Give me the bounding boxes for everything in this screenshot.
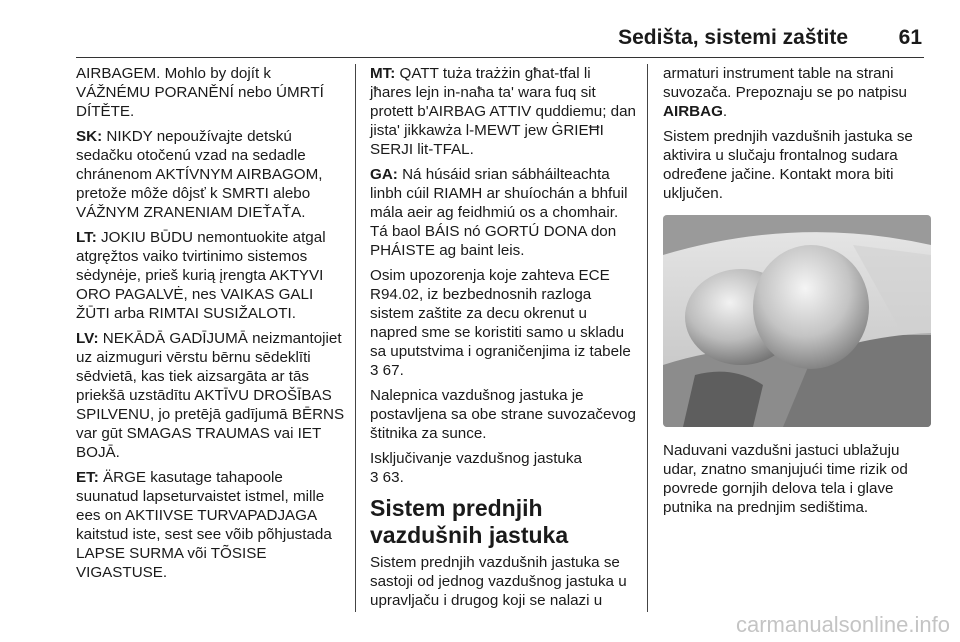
label-paragraph: Nalepnica vazdušnog jastuka je postavljena sa obe strane suvozačevog štitnika za sunce. [370, 387, 636, 442]
page-ref-arrow-icon: 3 [370, 469, 379, 486]
column-divider-2 [647, 64, 648, 612]
warning-ga: GA: Ná húsáid srian sábháilteachta linbh cúil RIAMH ar shuíochán a bhfuil mála aeir ag feidhmiú os a chomhair. Tá baol BÁIS nó GORTÚ DONA don PHÁISTE ag baint leis. [370, 166, 628, 259]
section-title: Sedišta, sistemi zaštite [618, 26, 848, 49]
activation-paragraph: Sistem prednjih vazdušnih jastuka se aktivira u slučaju frontalnog sudara određene jačine. Kontakt mora biti uključen. [663, 128, 913, 202]
page-ref-63[interactable]: 63. [378, 469, 404, 486]
system-paragraph: Sistem prednjih vazdušnih jastuka se sastoji od jednog vazdušnog jastuka u upravljaču i drugog koji se nalazi u [370, 554, 627, 609]
warning-continued: AIRBAGEM. Mohlo by dojít k VÁŽNÉMU PORANĚNÍ nebo ÚMRTÍ DÍTĚTE. [76, 65, 324, 120]
header-rule [76, 57, 924, 58]
warning-sk: SK: NIKDY nepoužívajte detskú sedačku otočenú vzad na sedadle chránenom AKTÍVNYM AIRBAGOM, pretože môže dôjsť k SMRTI alebo VÁŽNYM ZRANENIAM DIEŤAŤA. [76, 128, 323, 221]
column-3 [663, 64, 931, 523]
disable-paragraph: Isključivanje vazdušnog jastuka 3 63. [370, 450, 582, 486]
column-1 [76, 64, 346, 588]
page-ref-67[interactable]: 67. [378, 362, 404, 379]
airbag-location-paragraph: armaturi instrument table na strani suvozača. Prepoznaju se po natpisu AIRBAG. [663, 65, 908, 120]
inflated-airbags-photo [663, 215, 931, 427]
column-divider-1 [355, 64, 356, 612]
ece-paragraph: Osim upozorenja koje zahteva ECE R94.02, iz bezbednosnih razloga sistem zaštite za decu okrenut u napred sme se koristiti samo u skladu sa uputstvima i ograničenjima iz tabele 3 67. [370, 267, 631, 379]
warning-lv: LV: NEKĀDĀ GADĪJUMĀ neizmantojiet uz aizmuguri vērstu bērnu sēdeklīti sēdvietā, kas tiek aizsargāta ar tās priekšā uzstādītu AKTĪVU DROŠĪBAS SPILVENU, jo pretējā gadījumā BĒRNS var gūt SMAGAS TRAUMAS vai IET BOJĀ. [76, 330, 345, 461]
page-ref-arrow-icon: 3 [370, 362, 379, 379]
airbag-illustration [663, 215, 931, 427]
page-number: 61 [898, 26, 922, 49]
column-2 [370, 64, 636, 616]
page-header [0, 0, 960, 58]
watermark: carmanualsonline.info [735, 612, 950, 637]
warning-et: ET: ÄRGE kasutage tahapoole suunatud lapseturvaistet istmel, mille ees on AKTIIVSE TURVAPADJAGA kaitstud iste, sest see võib põhjustada LAPSE SURMA või TÕSISE VIGASTUSE. [76, 469, 332, 581]
warning-lt: LT: JOKIU BŪDU nemontuokite atgal atgręžtos vaiko tvirtinimo sistemos sėdynėje, prieš kurią įrengta AKTYVI ORO PAGALVĖ, nes VAIKAS GALI ŽŪTI arba RIMTAI SUSIŽALOTI. [76, 229, 326, 322]
section-heading: Sistem prednjih vazdušnih jastuka [370, 495, 569, 548]
warning-mt: MT: QATT tuża trażżin għat-tfal li jħares lejn in-naħa ta' wara fuq sit protett b'AIRBAG ATTIV quddiemu; dan jista' jikkawża l-MEWT jew ĠRIEĦI SERJI lit-TFAL. [370, 65, 637, 158]
figure-caption: Naduvani vazdušni jastuci ublažuju udar, znatno smanjujući time rizik od povrede gornjih delova tela i glave putnika na prednjim sedištima. [663, 442, 908, 516]
